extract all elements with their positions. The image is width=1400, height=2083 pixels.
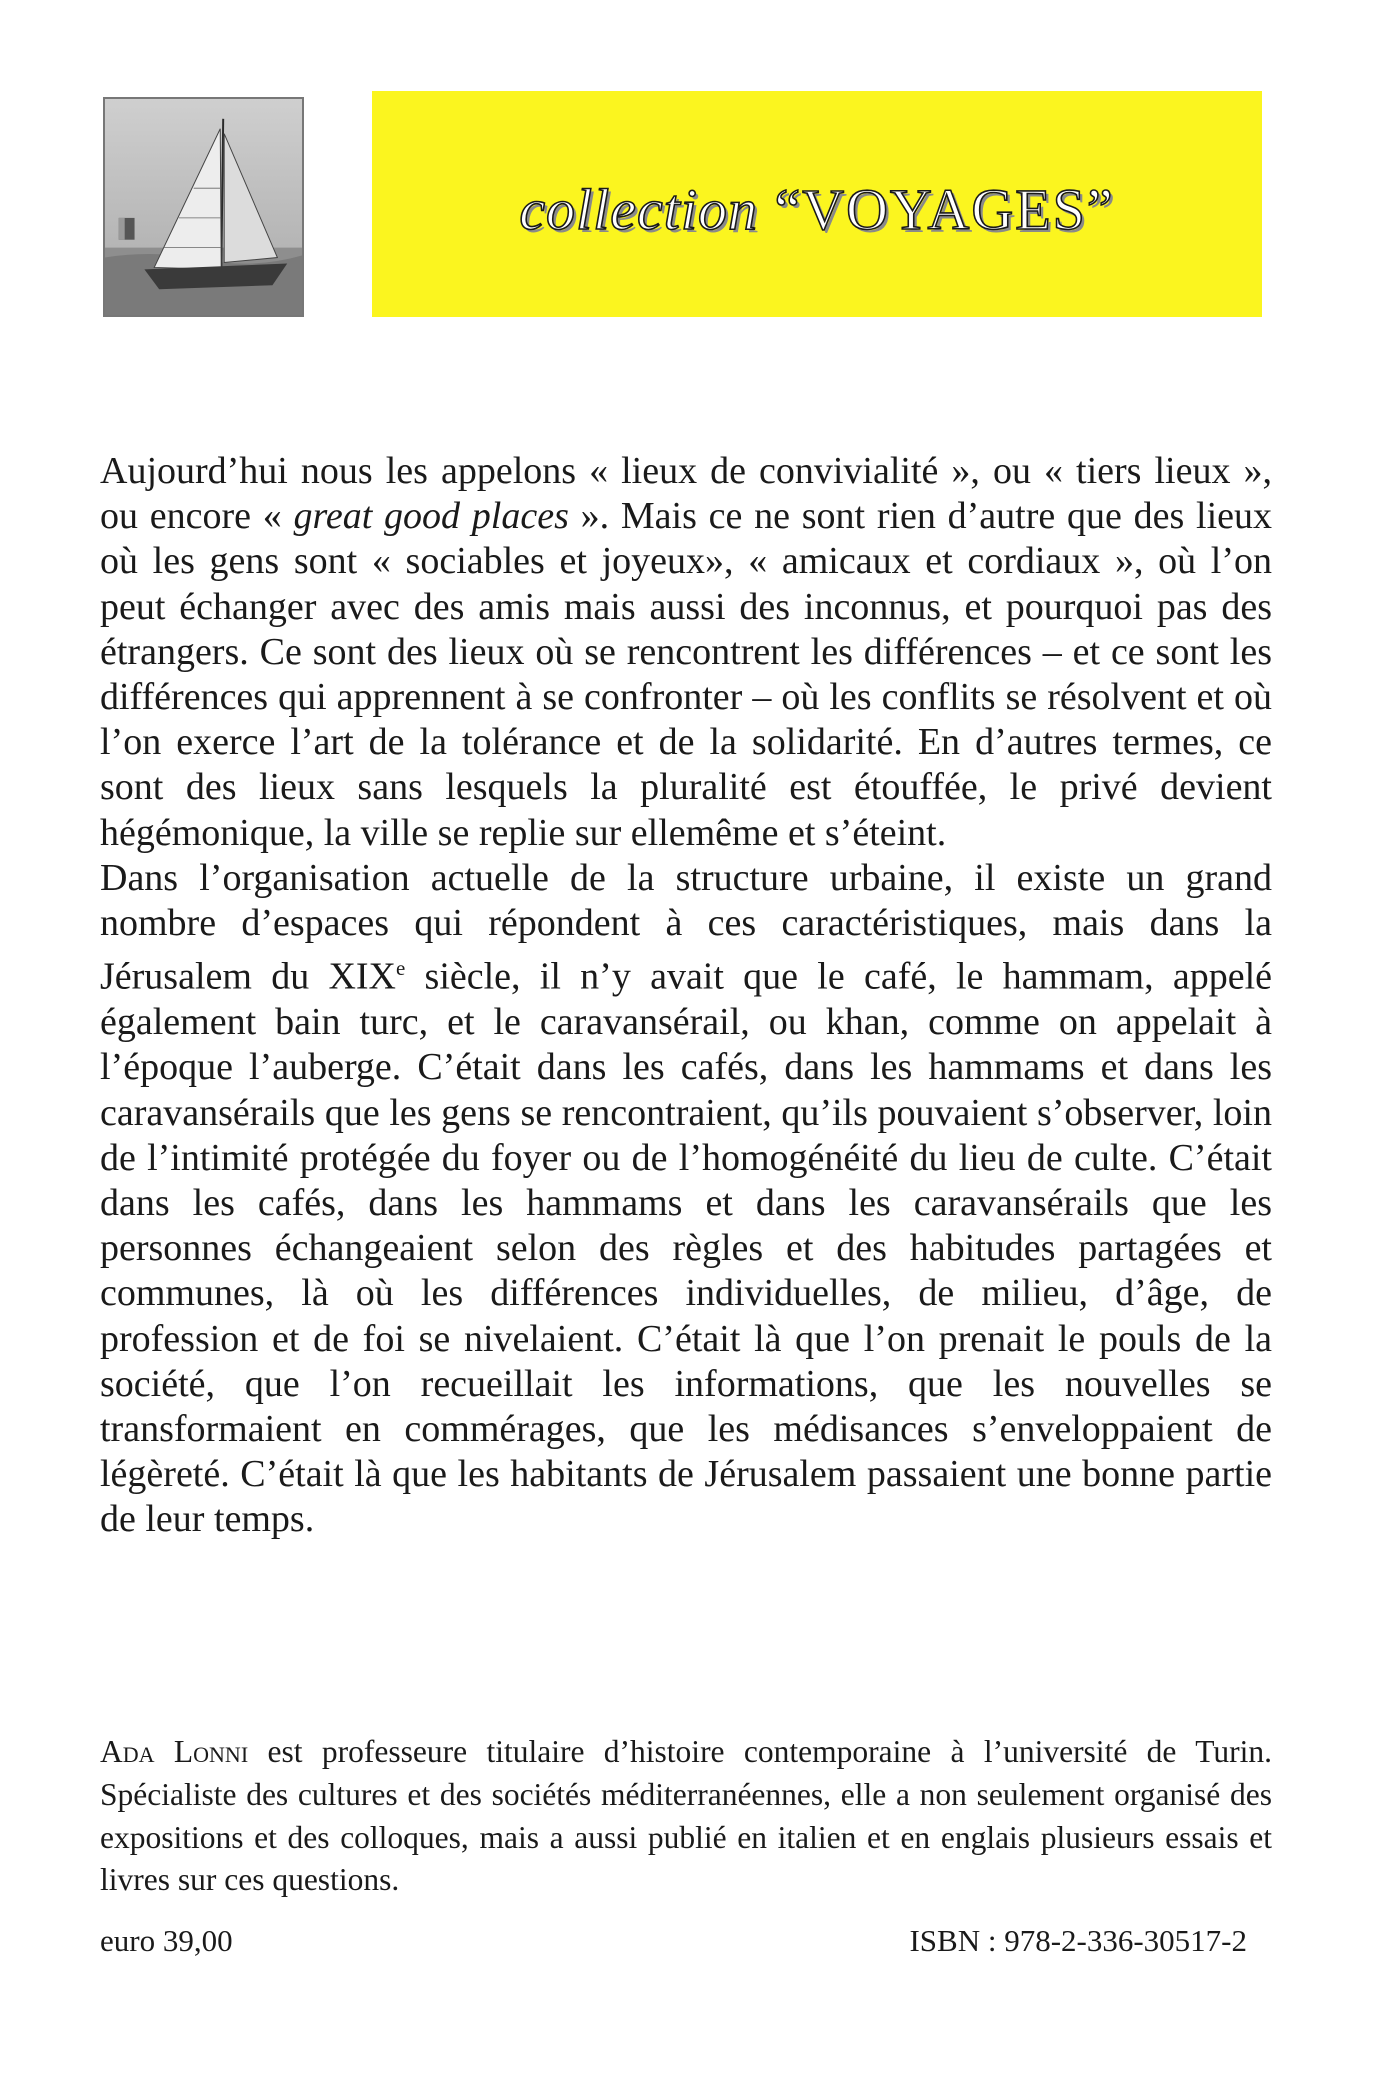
description-text: [100, 449, 1272, 1543]
voyages-word: “VOYAGES”: [774, 176, 1115, 242]
sailboat-photo: [103, 97, 304, 317]
paragraph-1-part-b: ». Mais ce ne sont rien d’autre que des lieux où les gens sont « sociables et joyeux», « amicaux et cordiaux », où l’on peut échanger avec des amis mais aussi des inconnus, et pourquoi pas des étrangers. Ce sont des lieux où se rencontrent les différences – et ce sont les différences qui apprennent à se confronter – où les conflits se résolvent et où l’on exerce l’art de la tolérance et de la solidarité. En d’autres termes, ce sont des lieux sans lesquels la pluralité est étouffée, le privé devient hégémonique, la ville se replie sur ellemême et s’éteint.: [100, 495, 1272, 854]
paragraph-1-italic: great good places: [293, 495, 569, 538]
price: euro 39,00: [100, 1923, 233, 1958]
isbn: [909, 1923, 1247, 1959]
author-bio-text: est professeure titulaire d’histoire contemporaine à l’université de Turin. Spécialiste des cultures et des sociétés méditerranéennes, elle a non seulement organisé des expositions et des colloques, mais a aussi publié en italien et en englais plusieurs essais et livres sur ces questions.: [100, 1734, 1272, 1898]
collection-title: [519, 176, 1114, 243]
paragraph-2: [100, 856, 1272, 1543]
paragraph-2-part-b: siècle, il n’y avait que le café, le hammam, appelé également bain turc, et le caravansérail, ou khan, comme on appelait à l’époque l’auberge. C’était dans les cafés, dans les hammams et dans les caravansérails que les gens se rencontraient, qu’ils pouvaient s’observer, loin de l’intimité protégée du foyer ou de l’homogénéité du lieu de culte. C’était dans les cafés, dans les hammams et dans les caravansérails que les personnes échangeaient selon des règles et des habitudes partagées et communes, là où les différences individuelles, de milieu, d’âge, de profession et de foi se nivelaient. C’était là que l’on prenait le pouls de la société, que l’on recueillait les informations, que les nouvelles se transformaient en commérages, que les médisances s’enveloppaient de légèreté. C’était là que les habitants de Jérusalem passaient une bonne partie de leur temps.: [100, 955, 1272, 1541]
isbn-value: : 978-2-336-30517-2: [980, 1923, 1247, 1958]
author-name: Ada Lonni: [100, 1734, 249, 1769]
collection-word: collection: [519, 176, 758, 242]
paragraph-2-part-a: Dans l’organisation actuelle de la structure urbaine, il existe un grand nombre d’espaces qui répondent à ces caractéristiques, mais dans la Jérusalem du XIX: [100, 856, 1272, 998]
century-superscript: e: [396, 956, 406, 981]
paragraph-1-part-a: Aujourd’hui nous les appelons « lieux de convivialité », ou « tiers lieux », ou encore «: [100, 450, 1272, 538]
collection-banner: [372, 91, 1262, 317]
author-bio: [100, 1731, 1272, 1902]
paragraph-1: [100, 449, 1272, 856]
isbn-label: ISBN: [909, 1923, 981, 1958]
